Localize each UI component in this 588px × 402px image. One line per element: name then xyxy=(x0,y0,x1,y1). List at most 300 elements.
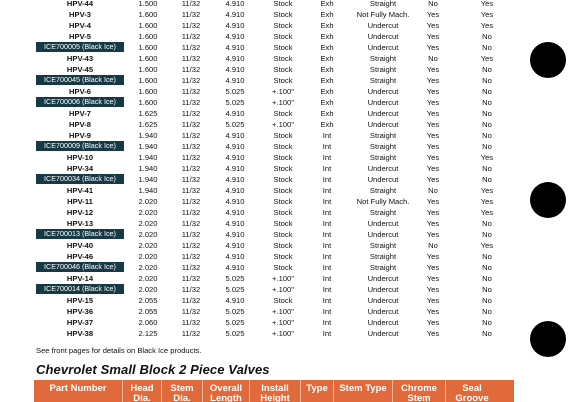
cell-type: Int xyxy=(322,208,332,217)
cell-overall-length: 4.910 xyxy=(225,197,245,206)
cell-type: Exh xyxy=(320,32,334,41)
cell-type: Int xyxy=(322,263,332,272)
cell-seal-groove: No xyxy=(482,230,492,239)
cell-stem-dia: 11/32 xyxy=(181,274,201,283)
cell-head-dia: 2.020 xyxy=(138,274,158,283)
header-install-height: Install Height xyxy=(250,380,301,402)
cell-type: Int xyxy=(322,307,332,316)
cell-type: Int xyxy=(322,219,332,228)
header-seal-groove: Seal Groove xyxy=(455,383,489,402)
cell-seal-groove: No xyxy=(482,164,492,173)
cell-stem-dia: 11/32 xyxy=(181,230,201,239)
cell-part-number: HPV-45 xyxy=(66,65,94,74)
cell-type: Int xyxy=(322,230,332,239)
cell-stem-dia: 11/32 xyxy=(181,54,201,63)
cell-type: Exh xyxy=(320,76,334,85)
cell-install-height: +.100" xyxy=(272,329,294,338)
cell-stem-dia: 11/32 xyxy=(181,32,201,41)
cell-stem-dia: 11/32 xyxy=(181,263,201,272)
cell-stem-dia: 11/32 xyxy=(181,285,201,294)
cell-head-dia: 2.055 xyxy=(138,296,158,305)
cell-head-dia: 1.940 xyxy=(138,131,158,140)
cell-chrome-stem: Yes xyxy=(426,175,440,184)
table-row xyxy=(0,328,520,339)
cell-overall-length: 4.910 xyxy=(225,76,245,85)
cell-install-height: Stock xyxy=(273,142,293,151)
cell-chrome-stem: No xyxy=(428,0,438,8)
cell-chrome-stem: No xyxy=(428,54,438,63)
cell-type: Exh xyxy=(320,109,334,118)
cell-stem-type: Straight xyxy=(369,65,397,74)
table-row xyxy=(0,229,520,240)
cell-type: Int xyxy=(322,252,332,261)
cell-head-dia: 1.940 xyxy=(138,142,158,151)
cell-part-number: ICE700045 (Black Ice) xyxy=(36,75,124,85)
cell-stem-dia: 11/32 xyxy=(181,43,201,52)
table-row xyxy=(0,174,520,185)
cell-type: Int xyxy=(322,142,332,151)
cell-install-height: Stock xyxy=(273,0,293,8)
cell-chrome-stem: Yes xyxy=(426,43,440,52)
cell-overall-length: 4.910 xyxy=(225,164,245,173)
cell-stem-type: Straight xyxy=(369,208,397,217)
cell-install-height: +.100" xyxy=(272,285,294,294)
table-row xyxy=(0,295,520,306)
cell-part-number: ICE700034 (Black Ice) xyxy=(36,174,124,184)
cell-stem-type: Undercut xyxy=(367,296,399,305)
cell-seal-groove: Yes xyxy=(480,197,494,206)
cell-part-number: HPV-40 xyxy=(66,241,94,250)
cell-seal-groove: No xyxy=(482,329,492,338)
cell-stem-type: Undercut xyxy=(367,175,399,184)
cell-head-dia: 2.020 xyxy=(138,285,158,294)
cell-stem-dia: 11/32 xyxy=(181,109,201,118)
cell-install-height: +.100" xyxy=(272,120,294,129)
cell-chrome-stem: Yes xyxy=(426,208,440,217)
cell-head-dia: 1.625 xyxy=(138,109,158,118)
cell-stem-type: Undercut xyxy=(367,87,399,96)
cell-stem-dia: 11/32 xyxy=(181,318,201,327)
cell-seal-groove: Yes xyxy=(480,54,494,63)
cell-stem-dia: 11/32 xyxy=(181,186,201,195)
table-row xyxy=(0,240,520,251)
header-overall-length: Overall Length xyxy=(203,380,250,402)
cell-overall-length: 4.910 xyxy=(225,186,245,195)
cell-stem-type: Undercut xyxy=(367,21,399,30)
cell-head-dia: 1.600 xyxy=(138,87,158,96)
cell-head-dia: 1.600 xyxy=(138,98,158,107)
cell-head-dia: 2.020 xyxy=(138,263,158,272)
table-row xyxy=(0,185,520,196)
cell-stem-dia: 11/32 xyxy=(181,153,201,162)
cell-install-height: Stock xyxy=(273,219,293,228)
cell-stem-type: Straight xyxy=(369,252,397,261)
cell-head-dia: 1.940 xyxy=(138,153,158,162)
cell-chrome-stem: Yes xyxy=(426,76,440,85)
cell-type: Exh xyxy=(320,120,334,129)
table-row xyxy=(0,86,520,97)
cell-head-dia: 1.940 xyxy=(138,186,158,195)
cell-overall-length: 5.025 xyxy=(225,120,245,129)
cell-install-height: Stock xyxy=(273,65,293,74)
header-head-dia: Head Dia. xyxy=(123,380,162,402)
cell-stem-type: Straight xyxy=(369,131,397,140)
table-row xyxy=(0,317,520,328)
black-ice-note: See front pages for details on Black Ice products. xyxy=(36,346,202,355)
cell-chrome-stem: No xyxy=(428,186,438,195)
cell-type: Int xyxy=(322,241,332,250)
cell-stem-dia: 11/32 xyxy=(181,252,201,261)
cell-chrome-stem: Yes xyxy=(426,98,440,107)
cell-type: Int xyxy=(322,197,332,206)
cell-part-number: ICE700009 (Black Ice) xyxy=(36,141,124,151)
cell-overall-length: 4.910 xyxy=(225,54,245,63)
cell-overall-length: 4.910 xyxy=(225,230,245,239)
cell-overall-length: 4.910 xyxy=(225,208,245,217)
cell-install-height: Stock xyxy=(273,197,293,206)
cell-part-number: HPV-46 xyxy=(66,252,94,261)
header-chrome-stem: Chrome Stem xyxy=(393,380,446,402)
table-row xyxy=(0,273,520,284)
cell-chrome-stem: Yes xyxy=(426,164,440,173)
cell-stem-type: Undercut xyxy=(367,318,399,327)
table-row xyxy=(0,196,520,207)
cell-seal-groove: No xyxy=(482,252,492,261)
cell-chrome-stem: Yes xyxy=(426,32,440,41)
binder-hole xyxy=(530,42,566,78)
cell-install-height: Stock xyxy=(273,43,293,52)
section-title: Chevrolet Small Block 2 Piece Valves xyxy=(36,362,270,377)
cell-chrome-stem: Yes xyxy=(426,142,440,151)
cell-overall-length: 4.910 xyxy=(225,175,245,184)
cell-stem-type: Straight xyxy=(369,241,397,250)
cell-stem-type: Undercut xyxy=(367,329,399,338)
cell-type: Int xyxy=(322,186,332,195)
cell-stem-dia: 11/32 xyxy=(181,329,201,338)
cell-type: Int xyxy=(322,153,332,162)
cell-overall-length: 4.910 xyxy=(225,153,245,162)
cell-stem-type: Straight xyxy=(369,142,397,151)
cell-overall-length: 4.910 xyxy=(225,10,245,19)
cell-overall-length: 4.910 xyxy=(225,32,245,41)
cell-head-dia: 2.020 xyxy=(138,219,158,228)
cell-overall-length: 4.910 xyxy=(225,109,245,118)
cell-part-number: HPV-13 xyxy=(66,219,94,228)
cell-stem-dia: 11/32 xyxy=(181,87,201,96)
cell-install-height: Stock xyxy=(273,21,293,30)
cell-head-dia: 1.940 xyxy=(138,175,158,184)
cell-seal-groove: No xyxy=(482,263,492,272)
cell-part-number: HPV-3 xyxy=(69,10,91,19)
cell-part-number: HPV-43 xyxy=(66,54,94,63)
cell-part-number: HPV-8 xyxy=(69,120,91,129)
cell-seal-groove: No xyxy=(482,76,492,85)
cell-head-dia: 2.020 xyxy=(138,241,158,250)
cell-chrome-stem: Yes xyxy=(426,153,440,162)
cell-stem-type: Undercut xyxy=(367,32,399,41)
cell-install-height: Stock xyxy=(273,263,293,272)
cell-seal-groove: Yes xyxy=(480,241,494,250)
cell-overall-length: 5.025 xyxy=(225,318,245,327)
cell-stem-dia: 11/32 xyxy=(181,0,201,8)
cell-seal-groove: Yes xyxy=(480,208,494,217)
cell-head-dia: 1.940 xyxy=(138,164,158,173)
binder-hole xyxy=(530,321,566,357)
cell-stem-type: Straight xyxy=(369,153,397,162)
cell-chrome-stem: Yes xyxy=(426,120,440,129)
cell-install-height: Stock xyxy=(273,175,293,184)
cell-install-height: Stock xyxy=(273,32,293,41)
cell-seal-groove: No xyxy=(482,32,492,41)
cell-chrome-stem: Yes xyxy=(426,10,440,19)
cell-head-dia: 2.020 xyxy=(138,230,158,239)
cell-seal-groove: No xyxy=(482,142,492,151)
table-row xyxy=(0,152,520,163)
cell-head-dia: 2.020 xyxy=(138,208,158,217)
cell-install-height: Stock xyxy=(273,208,293,217)
cell-stem-type: Undercut xyxy=(367,120,399,129)
table-row xyxy=(0,0,520,9)
cell-chrome-stem: Yes xyxy=(426,21,440,30)
cell-install-height: +.100" xyxy=(272,318,294,327)
header-stem-dia: Stem Dia. xyxy=(162,380,203,402)
cell-stem-type: Undercut xyxy=(367,109,399,118)
cell-head-dia: 2.125 xyxy=(138,329,158,338)
cell-type: Exh xyxy=(320,54,334,63)
cell-part-number: HPV-12 xyxy=(66,208,94,217)
cell-part-number: HPV-34 xyxy=(66,164,94,173)
cell-part-number: HPV-37 xyxy=(66,318,94,327)
cell-part-number: ICE700046 (Black Ice) xyxy=(36,262,124,272)
cell-seal-groove: No xyxy=(482,98,492,107)
cell-head-dia: 2.020 xyxy=(138,197,158,206)
cell-seal-groove: No xyxy=(482,109,492,118)
cell-install-height: Stock xyxy=(273,54,293,63)
cell-stem-type: Undercut xyxy=(367,98,399,107)
cell-type: Exh xyxy=(320,10,334,19)
cell-type: Int xyxy=(322,164,332,173)
cell-seal-groove: Yes xyxy=(480,10,494,19)
cell-seal-groove: Yes xyxy=(480,186,494,195)
cell-head-dia: 1.625 xyxy=(138,120,158,129)
cell-install-height: Stock xyxy=(273,76,293,85)
cell-head-dia: 1.600 xyxy=(138,43,158,52)
cell-type: Int xyxy=(322,131,332,140)
cell-overall-length: 5.025 xyxy=(225,87,245,96)
cell-chrome-stem: Yes xyxy=(426,318,440,327)
cell-stem-dia: 11/32 xyxy=(181,76,201,85)
cell-stem-type: Undercut xyxy=(367,285,399,294)
cell-stem-type: Straight xyxy=(369,186,397,195)
cell-part-number: HPV-4 xyxy=(69,21,91,30)
cell-type: Int xyxy=(322,175,332,184)
cell-type: Exh xyxy=(320,87,334,96)
cell-type: Int xyxy=(322,274,332,283)
cell-install-height: Stock xyxy=(273,241,293,250)
cell-stem-dia: 11/32 xyxy=(181,65,201,74)
cell-seal-groove: No xyxy=(482,318,492,327)
header-part-number: Part Number xyxy=(34,380,123,402)
cell-chrome-stem: Yes xyxy=(426,109,440,118)
table-row xyxy=(0,251,520,262)
cell-seal-groove: No xyxy=(482,307,492,316)
cell-install-height: +.100" xyxy=(272,274,294,283)
cell-overall-length: 4.910 xyxy=(225,263,245,272)
cell-stem-type: Straight xyxy=(369,54,397,63)
cell-seal-groove: Yes xyxy=(480,0,494,8)
cell-chrome-stem: Yes xyxy=(426,274,440,283)
table-row xyxy=(0,218,520,229)
cell-chrome-stem: Yes xyxy=(426,230,440,239)
cell-seal-groove: No xyxy=(482,274,492,283)
cell-type: Int xyxy=(322,329,332,338)
cell-chrome-stem: Yes xyxy=(426,219,440,228)
cell-part-number: HPV-14 xyxy=(66,274,94,283)
cell-chrome-stem: Yes xyxy=(426,65,440,74)
cell-chrome-stem: Yes xyxy=(426,131,440,140)
cell-stem-dia: 11/32 xyxy=(181,208,201,217)
cell-head-dia: 2.060 xyxy=(138,318,158,327)
cell-install-height: Stock xyxy=(273,252,293,261)
table-row xyxy=(0,53,520,64)
table-row xyxy=(0,141,520,152)
cell-install-height: Stock xyxy=(273,164,293,173)
cell-part-number: HPV-6 xyxy=(69,87,91,96)
table-row xyxy=(0,75,520,86)
cell-stem-dia: 11/32 xyxy=(181,175,201,184)
cell-stem-dia: 11/32 xyxy=(181,10,201,19)
cell-overall-length: 4.910 xyxy=(225,241,245,250)
cell-type: Int xyxy=(322,318,332,327)
cell-head-dia: 2.020 xyxy=(138,252,158,261)
cell-head-dia: 1.600 xyxy=(138,10,158,19)
cell-head-dia: 1.600 xyxy=(138,76,158,85)
cell-part-number: HPV-11 xyxy=(67,197,93,206)
cell-stem-dia: 11/32 xyxy=(181,307,201,316)
table-row xyxy=(0,20,520,31)
cell-install-height: Stock xyxy=(273,10,293,19)
cell-install-height: Stock xyxy=(273,186,293,195)
table-row xyxy=(0,306,520,317)
cell-stem-dia: 11/32 xyxy=(181,120,201,129)
cell-overall-length: 5.025 xyxy=(225,329,245,338)
table-row xyxy=(0,262,520,273)
cell-overall-length: 4.910 xyxy=(225,43,245,52)
cell-chrome-stem: Yes xyxy=(426,87,440,96)
cell-part-number: ICE700005 (Black Ice) xyxy=(36,42,124,52)
cell-seal-groove: No xyxy=(482,219,492,228)
cell-part-number: HPV-7 xyxy=(69,109,91,118)
cell-install-height: +.100" xyxy=(272,98,294,107)
table-row xyxy=(0,130,520,141)
cell-install-height: Stock xyxy=(273,153,293,162)
cell-part-number: HPV-15 xyxy=(66,296,94,305)
table-header xyxy=(34,380,514,402)
cell-install-height: Stock xyxy=(273,109,293,118)
cell-stem-type: Straight xyxy=(369,0,397,8)
cell-part-number: HPV-41 xyxy=(66,186,94,195)
cell-head-dia: 1.600 xyxy=(138,32,158,41)
cell-install-height: Stock xyxy=(273,131,293,140)
cell-chrome-stem: Yes xyxy=(426,197,440,206)
cell-stem-dia: 11/32 xyxy=(181,241,201,250)
cell-part-number: ICE700006 (Black Ice) xyxy=(36,97,124,107)
cell-stem-type: Not Fully Mach. xyxy=(356,197,410,206)
cell-head-dia: 1.600 xyxy=(138,65,158,74)
table-row xyxy=(0,284,520,295)
cell-stem-type: Not Fully Mach. xyxy=(356,10,410,19)
cell-head-dia: 1.500 xyxy=(138,0,158,8)
cell-overall-length: 5.025 xyxy=(225,285,245,294)
cell-seal-groove: Yes xyxy=(480,21,494,30)
cell-overall-length: 4.910 xyxy=(225,21,245,30)
cell-part-number: HPV-44 xyxy=(66,0,94,8)
binder-hole xyxy=(530,182,566,218)
table-row xyxy=(0,42,520,53)
cell-seal-groove: No xyxy=(482,175,492,184)
cell-type: Exh xyxy=(320,65,334,74)
cell-seal-groove: No xyxy=(482,296,492,305)
cell-type: Exh xyxy=(320,43,334,52)
cell-overall-length: 4.910 xyxy=(225,296,245,305)
cell-type: Exh xyxy=(320,21,334,30)
cell-stem-type: Straight xyxy=(369,263,397,272)
table-row xyxy=(0,9,520,20)
cell-seal-groove: No xyxy=(482,120,492,129)
header-stem-type: Stem Type xyxy=(334,380,393,402)
cell-install-height: +.100" xyxy=(272,87,294,96)
cell-seal-groove: No xyxy=(482,131,492,140)
cell-overall-length: 4.910 xyxy=(225,65,245,74)
table-row xyxy=(0,119,520,130)
cell-part-number: HPV-5 xyxy=(69,32,91,41)
cell-seal-groove: Yes xyxy=(480,153,494,162)
cell-install-height: +.100" xyxy=(272,307,294,316)
cell-head-dia: 2.055 xyxy=(138,307,158,316)
cell-chrome-stem: Yes xyxy=(426,263,440,272)
cell-stem-type: Undercut xyxy=(367,43,399,52)
cell-stem-dia: 11/32 xyxy=(181,164,201,173)
cell-chrome-stem: Yes xyxy=(426,285,440,294)
cell-chrome-stem: Yes xyxy=(426,252,440,261)
cell-stem-type: Straight xyxy=(369,76,397,85)
cell-install-height: Stock xyxy=(273,230,293,239)
cell-type: Int xyxy=(322,285,332,294)
cell-part-number: HPV-38 xyxy=(66,329,94,338)
cell-part-number: HPV-9 xyxy=(69,131,91,140)
cell-stem-dia: 11/32 xyxy=(181,131,201,140)
cell-stem-dia: 11/32 xyxy=(181,219,201,228)
table-row xyxy=(0,64,520,75)
cell-seal-groove: No xyxy=(482,285,492,294)
cell-overall-length: 4.910 xyxy=(225,219,245,228)
table-row xyxy=(0,108,520,119)
cell-stem-dia: 11/32 xyxy=(181,21,201,30)
cell-head-dia: 1.600 xyxy=(138,54,158,63)
cell-head-dia: 1.600 xyxy=(138,21,158,30)
cell-stem-dia: 11/32 xyxy=(181,197,201,206)
cell-part-number: ICE700014 (Black Ice) xyxy=(36,284,124,294)
table-row xyxy=(0,97,520,108)
cell-stem-dia: 11/32 xyxy=(181,296,201,305)
cell-overall-length: 4.910 xyxy=(225,131,245,140)
cell-overall-length: 4.910 xyxy=(225,252,245,261)
cell-type: Exh xyxy=(320,98,334,107)
cell-seal-groove: No xyxy=(482,65,492,74)
cell-chrome-stem: No xyxy=(428,241,438,250)
cell-overall-length: 5.025 xyxy=(225,98,245,107)
cell-stem-type: Undercut xyxy=(367,230,399,239)
